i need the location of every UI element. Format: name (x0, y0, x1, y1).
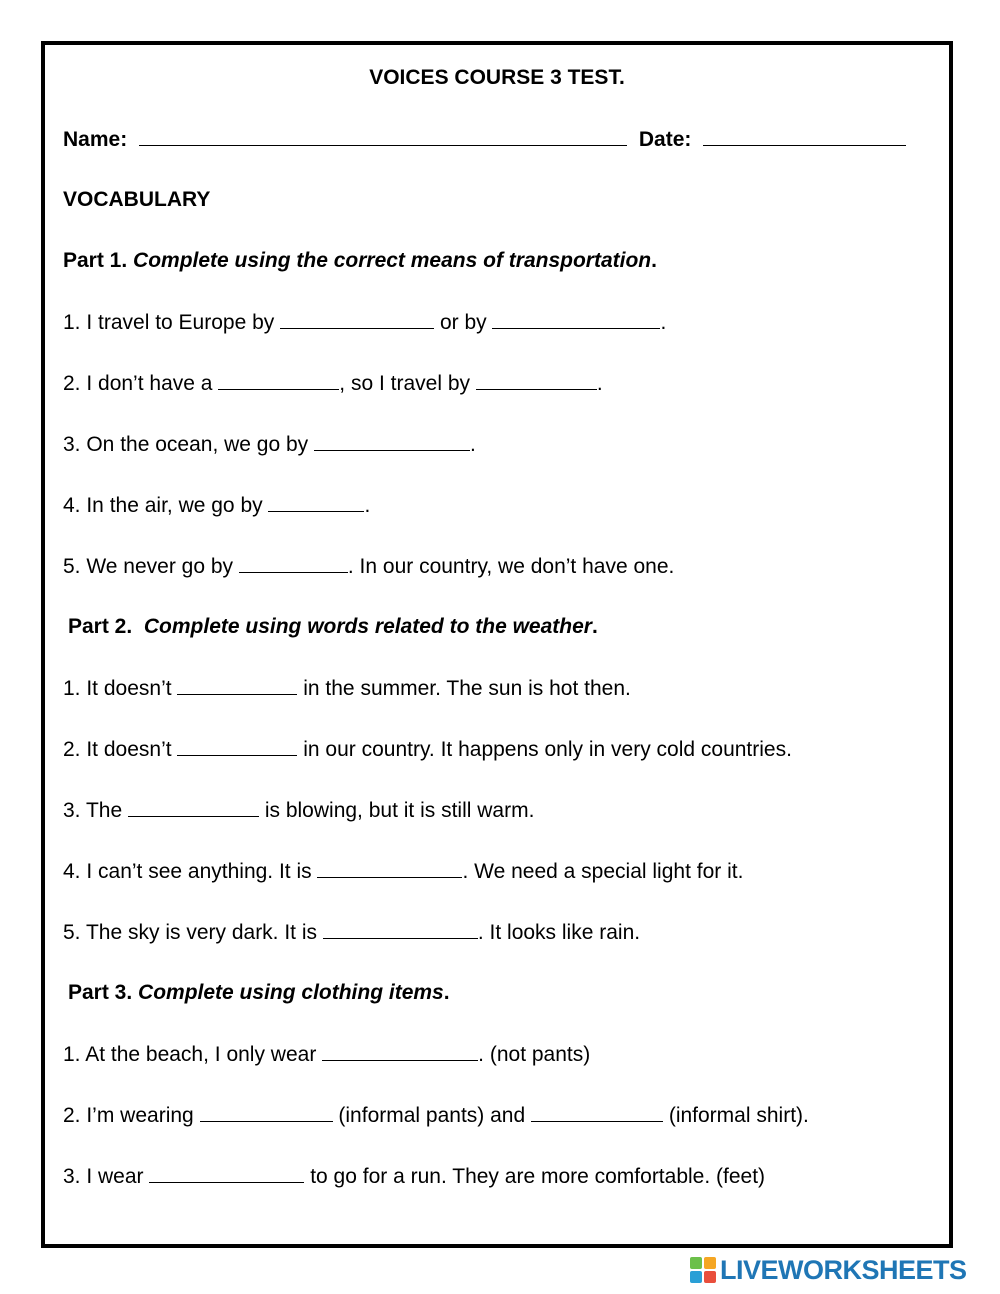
question-text: 3. I wear (63, 1165, 150, 1188)
part2-label: Part 2. (68, 615, 133, 638)
question-text: . In our country, we don’t have one. (347, 555, 675, 578)
date-field[interactable] (703, 125, 906, 146)
question-text: . (364, 494, 371, 517)
question-text: . (660, 311, 667, 334)
answer-blank[interactable] (218, 369, 339, 390)
answer-blank[interactable] (314, 430, 470, 451)
page-title: VOICES COURSE 3 TEST. (369, 66, 625, 89)
liveworksheets-footer (690, 1254, 967, 1286)
question-text: 3. On the ocean, we go by (63, 433, 314, 456)
brand-name: LIVEWORKSHEETS (720, 1254, 967, 1285)
answer-blank[interactable] (177, 735, 297, 756)
logo-square (690, 1257, 702, 1269)
part3-heading (68, 979, 450, 1007)
answer-blank[interactable] (323, 918, 478, 939)
question-text: 1. I travel to Europe by (63, 311, 281, 334)
part1-period: . (651, 249, 657, 272)
logo-square (704, 1271, 716, 1283)
question-text: 4. I can’t see anything. It is (63, 860, 318, 883)
name-label: Name: (63, 128, 128, 151)
part1-label: Part 1. (63, 249, 128, 272)
question-text: 5. We never go by (63, 555, 239, 578)
part1-question-1 (63, 308, 666, 337)
question-text: in the summer. The sun is hot then. (297, 677, 631, 700)
part2-question-2 (63, 735, 792, 764)
answer-blank[interactable] (268, 491, 364, 512)
part2-question-1 (63, 674, 631, 703)
part3-question-3 (63, 1162, 765, 1191)
answer-blank[interactable] (239, 552, 348, 573)
date-label: Date: (638, 128, 692, 151)
liveworksheets-logo-icon (690, 1257, 716, 1283)
answer-blank[interactable] (280, 308, 434, 329)
part3-question-1 (63, 1040, 590, 1069)
logo-square (704, 1257, 716, 1269)
answer-blank[interactable] (531, 1101, 663, 1122)
question-text: 1. At the beach, I only wear (63, 1043, 323, 1066)
logo-square (690, 1271, 702, 1283)
answer-blank[interactable] (476, 369, 597, 390)
part1-question-2 (63, 369, 603, 398)
part3-instruction: Complete using clothing items (138, 981, 444, 1004)
question-text: . (596, 372, 603, 395)
part2-heading (68, 613, 598, 641)
section-heading: VOCABULARY (63, 188, 211, 211)
part1-heading (63, 247, 657, 275)
name-date-row (63, 125, 906, 154)
part1-question-4 (63, 491, 370, 520)
part3-period: . (443, 981, 450, 1004)
part2-question-4 (63, 857, 743, 886)
question-text: 2. I don’t have a (63, 372, 219, 395)
question-text: (informal pants) and (332, 1104, 531, 1127)
part3-question-2 (63, 1101, 809, 1130)
answer-blank[interactable] (177, 674, 297, 695)
part2-period: . (591, 615, 598, 638)
question-text: or by (434, 311, 493, 334)
answer-blank[interactable] (200, 1101, 333, 1122)
part1-question-5 (63, 552, 674, 581)
question-text: 1. It doesn’t (63, 677, 178, 700)
question-text: 5. The sky is very dark. It is (63, 921, 323, 944)
question-text: to go for a run. They are more comfortable. (feet) (304, 1165, 766, 1188)
name-field[interactable] (139, 125, 627, 146)
question-text: . It looks like rain. (477, 921, 641, 944)
part3-label: Part 3. (68, 981, 133, 1004)
question-text: . (470, 433, 476, 456)
part2-question-3 (63, 796, 534, 825)
question-text: (informal shirt). (663, 1104, 809, 1127)
answer-blank[interactable] (317, 857, 462, 878)
worksheet-frame (41, 41, 953, 1248)
answer-blank[interactable] (322, 1040, 478, 1061)
question-text: . We need a special light for it. (462, 860, 744, 883)
question-text: in our country. It happens only in very cold countries. (297, 738, 792, 761)
part1-instruction: Complete using the correct means of transportation (133, 249, 652, 272)
question-text: 2. It doesn’t (63, 738, 178, 761)
question-text: 4. In the air, we go by (63, 494, 269, 517)
question-text: 3. The (63, 799, 128, 822)
question-text: 2. I’m wearing (63, 1104, 200, 1127)
question-text: . (not pants) (478, 1043, 591, 1066)
part2-question-5 (63, 918, 640, 947)
answer-blank[interactable] (492, 308, 660, 329)
part1-question-3 (63, 430, 476, 459)
answer-blank[interactable] (149, 1162, 304, 1183)
question-text: , so I travel by (339, 372, 476, 395)
question-text: is blowing, but it is still warm. (259, 799, 535, 822)
part2-instruction: Complete using words related to the weather (143, 615, 592, 638)
answer-blank[interactable] (128, 796, 259, 817)
